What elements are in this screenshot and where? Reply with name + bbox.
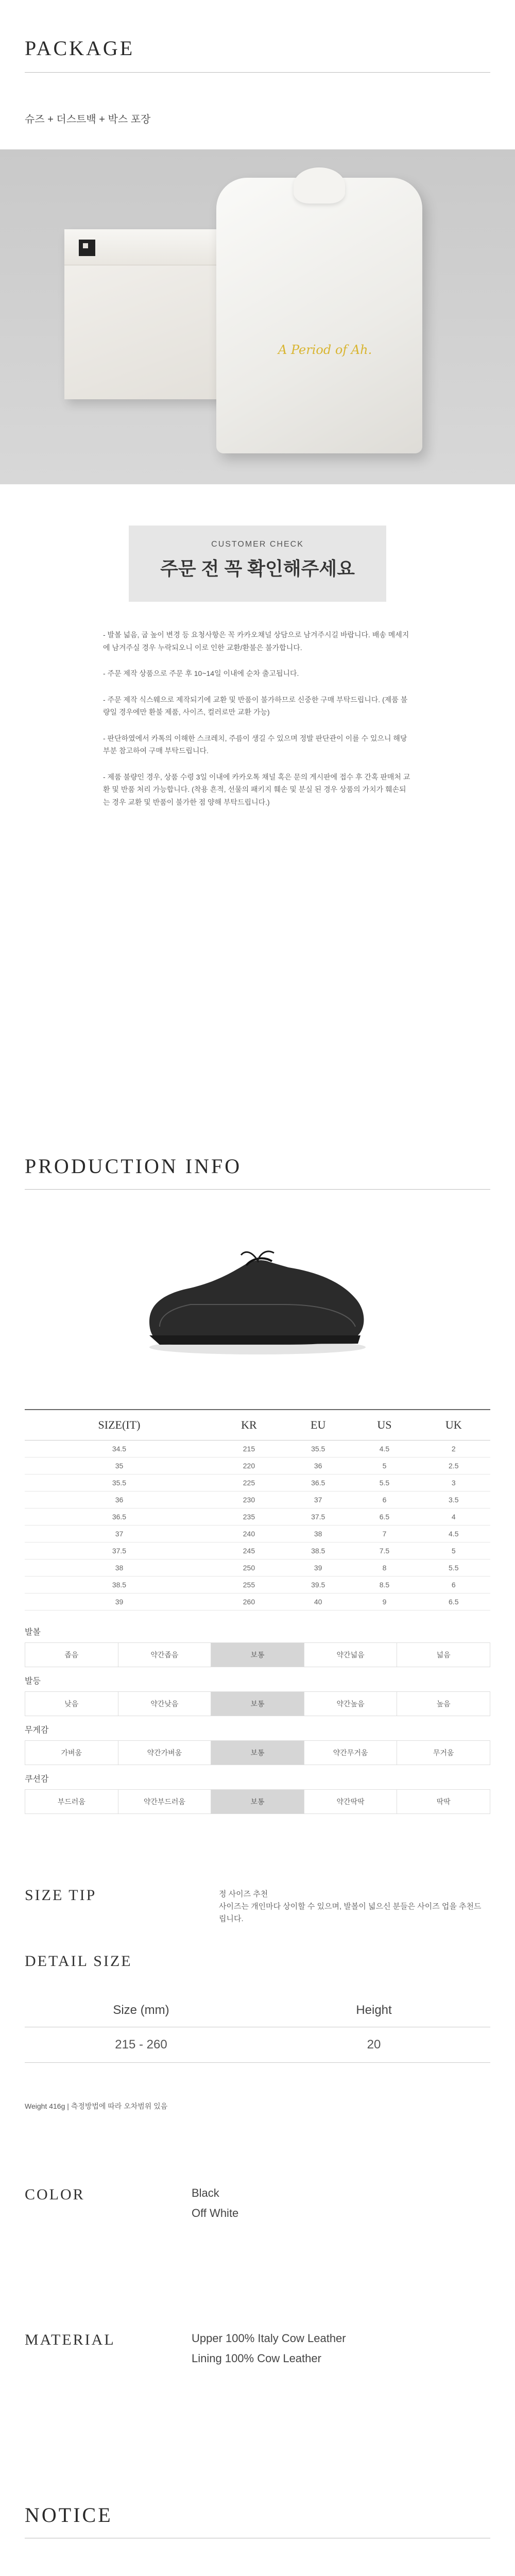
table-cell: 3 [417, 1475, 491, 1492]
table-cell: 4.5 [417, 1526, 491, 1543]
table-cell: 3.5 [417, 1492, 491, 1509]
column-header: EU [284, 1410, 352, 1440]
table-cell: 37 [25, 1526, 214, 1543]
table-row [25, 1526, 490, 1543]
table-cell: 250 [214, 1560, 284, 1577]
notice-heading: NOTICE [25, 2503, 113, 2527]
table-cell: 34.5 [25, 1440, 214, 1458]
list-item: - 주문 제작 식스웨으로 제작되기에 교환 및 반품이 불가하므로 신중한 구매 부탁드립니다. (제품 불량일 경우에만 환불 제품, 사이즈, 컬러로만 교환 가능) [103, 695, 408, 716]
shoe-image [129, 1216, 386, 1365]
size-tip-label: SIZE TIP [25, 1887, 97, 1904]
table-cell: 38 [284, 1526, 352, 1543]
table-cell: 5 [352, 1458, 417, 1475]
table-row [25, 1594, 490, 1611]
divider [25, 72, 490, 73]
table-cell: 36.5 [25, 1509, 214, 1526]
rating-option: 약간높음 [304, 1692, 398, 1716]
table-cell: 230 [214, 1492, 284, 1509]
table-cell: 225 [214, 1475, 284, 1492]
table-row [25, 1577, 490, 1594]
rating-width [25, 1625, 490, 1667]
material-label: MATERIAL [25, 2331, 115, 2348]
rating-option: 약간딱딱 [304, 1790, 398, 1814]
table-cell: 6.5 [417, 1594, 491, 1611]
rating-option: 무거움 [433, 1749, 454, 1757]
rating-option: 부드러움 [25, 1790, 118, 1814]
table-header-row [25, 1410, 490, 1440]
rating-label: 무게감 [25, 1726, 49, 1735]
rating-option: 약간무거움 [304, 1741, 398, 1765]
table-cell: 37.5 [25, 1543, 214, 1560]
table-cell: 6 [352, 1492, 417, 1509]
list-item: - 판단하였에서 카톡의 이해한 스크레치, 주름이 생길 수 있으며 정발 판단관이 이를 수 있으니 해당 부분 참고하여 구매 부탁드립니다. [103, 734, 407, 755]
size-tip-text: 정 사이즈 추천 사이즈는 개인마다 상이할 수 있으며, 발볼이 넓으신 분들은 사이즈 업을 추천드립니다. [219, 1890, 482, 1923]
column-header: SIZE(IT) [25, 1410, 214, 1440]
list-item: - 발볼 넓음, 굽 높이 변경 등 요청사항은 꼭 카카오채널 상담으로 남겨주시길 바랍니다. 배송 메세지에 남겨주실 경우 누락되오니 이로 인한 교환/환불은 불가합니다. [103, 631, 409, 652]
rating-option: 약간좁음 [118, 1643, 212, 1667]
rating-option: 딱딱 [436, 1798, 451, 1806]
table-cell: 39.5 [284, 1577, 352, 1594]
rating-option: 약간낮음 [118, 1692, 212, 1716]
rating-scale [25, 1642, 490, 1667]
table-row [25, 1560, 490, 1577]
table-row [25, 1440, 490, 1458]
size-range-value: 215 - 260 [25, 2027, 258, 2063]
rating-option: 약간가벼움 [118, 1741, 212, 1765]
table-cell: 2 [417, 1440, 491, 1458]
rating-option: 약간넓음 [304, 1643, 398, 1667]
dust-bag-print: A Period of Ah. [278, 343, 372, 357]
column-header: US [352, 1410, 417, 1440]
column-header: Size (mm) [25, 1994, 258, 2027]
table-row [25, 1509, 490, 1526]
rating-scale [25, 1789, 490, 1814]
rating-cushion [25, 1772, 490, 1814]
rating-label: 발등 [25, 1677, 41, 1686]
rating-option: 높음 [436, 1700, 451, 1708]
rating-option: 좁음 [25, 1643, 118, 1667]
package-heading: PACKAGE [25, 37, 135, 60]
table-cell: 36 [25, 1492, 214, 1509]
rating-option: 보통 [211, 1692, 304, 1716]
rating-option: 가벼움 [25, 1741, 118, 1765]
rating-option: 보통 [211, 1643, 304, 1667]
customer-check-title-ko: 주문 전 꼭 확인해주세요 [160, 558, 355, 579]
rating-scale [25, 1740, 490, 1765]
rating-label: 쿠션감 [25, 1775, 49, 1784]
table-cell: 36 [284, 1458, 352, 1475]
table-cell: 5 [417, 1543, 491, 1560]
rating-option: 보통 [211, 1790, 304, 1814]
rating-scale [25, 1691, 490, 1716]
table-cell: 37.5 [284, 1509, 352, 1526]
dust-bag [216, 178, 422, 453]
material-values: Upper 100% Italy Cow Leather Lining 100% Cow Leather [192, 2332, 346, 2365]
table-row [25, 1458, 490, 1475]
table-row [25, 1543, 490, 1560]
production-info-heading: PRODUCTION INFO [25, 1155, 242, 1178]
rating-weight [25, 1723, 490, 1765]
table-cell: 35.5 [284, 1440, 352, 1458]
list-item: - 제품 불량인 경우, 상품 수령 3일 이내에 카카오톡 채널 혹은 문의 게시판에 접수 후 간혹 판매처 교환 및 반품 처리 가능합니다. (착용 흔적, 선물의 패키지 훼손 및 분실 된 경우 상품의 가치가 훼손되는 경우 교환 및 반품이 불가한 점 양해 부탁드립니다.) [103, 772, 410, 806]
package-caption: 슈즈 + 더스트백 + 박스 포장 [25, 114, 151, 125]
column-header: Height [258, 1994, 490, 2027]
table-cell: 4 [417, 1509, 491, 1526]
table-cell: 5.5 [417, 1560, 491, 1577]
table-cell: 35 [25, 1458, 214, 1475]
rating-option: 넓음 [436, 1651, 451, 1659]
table-cell: 260 [214, 1594, 284, 1611]
table-cell: 220 [214, 1458, 284, 1475]
shoe-photo [0, 1216, 515, 1365]
package-photo [0, 149, 515, 484]
rating-option: 낮음 [25, 1692, 118, 1716]
table-cell: 235 [214, 1509, 284, 1526]
column-header: UK [417, 1410, 491, 1440]
column-header: KR [214, 1410, 284, 1440]
color-label: COLOR [25, 2186, 85, 2203]
rating-option: 약간부드러움 [118, 1790, 212, 1814]
divider [25, 1189, 490, 1190]
table-cell: 38 [25, 1560, 214, 1577]
table-cell: 38.5 [25, 1577, 214, 1594]
table-cell: 38.5 [284, 1543, 352, 1560]
brand-logo-icon [79, 240, 95, 256]
table-cell: 35.5 [25, 1475, 214, 1492]
detail-size-label: DETAIL SIZE [25, 1953, 132, 1970]
rating-instep [25, 1674, 490, 1716]
table-row [25, 1475, 490, 1492]
table-cell: 215 [214, 1440, 284, 1458]
list-item: - 주문 제작 상품으로 주문 후 10~14일 이내에 순차 출고됩니다. [103, 669, 299, 677]
table-cell: 245 [214, 1543, 284, 1560]
table-cell: 37 [284, 1492, 352, 1509]
table-cell: 7 [352, 1526, 417, 1543]
height-value: 20 [258, 2027, 490, 2063]
table-cell: 9 [352, 1594, 417, 1611]
table-cell: 5.5 [352, 1475, 417, 1492]
table-cell: 40 [284, 1594, 352, 1611]
table-cell: 7.5 [352, 1543, 417, 1560]
table-cell: 39 [284, 1560, 352, 1577]
table-cell: 6 [417, 1577, 491, 1594]
table-cell: 4.5 [352, 1440, 417, 1458]
detail-size-table [25, 1994, 490, 2063]
weight-note: Weight 416g | 측정방법에 따라 오차범위 있음 [25, 2102, 168, 2110]
table-cell: 39 [25, 1594, 214, 1611]
color-values: Black Off White [192, 2187, 239, 2219]
table-cell: 8.5 [352, 1577, 417, 1594]
table-cell: 36.5 [284, 1475, 352, 1492]
customer-check-banner [129, 526, 386, 602]
table-cell: 6.5 [352, 1509, 417, 1526]
rating-option: 보통 [211, 1741, 304, 1765]
table-cell: 240 [214, 1526, 284, 1543]
table-cell: 8 [352, 1560, 417, 1577]
rating-label: 발볼 [25, 1628, 41, 1637]
table-row [25, 1492, 490, 1509]
size-chart [25, 1409, 490, 1611]
table-cell: 255 [214, 1577, 284, 1594]
customer-check-title-en: CUSTOMER CHECK [211, 540, 304, 549]
table-cell: 2.5 [417, 1458, 491, 1475]
customer-check-list [103, 629, 412, 822]
